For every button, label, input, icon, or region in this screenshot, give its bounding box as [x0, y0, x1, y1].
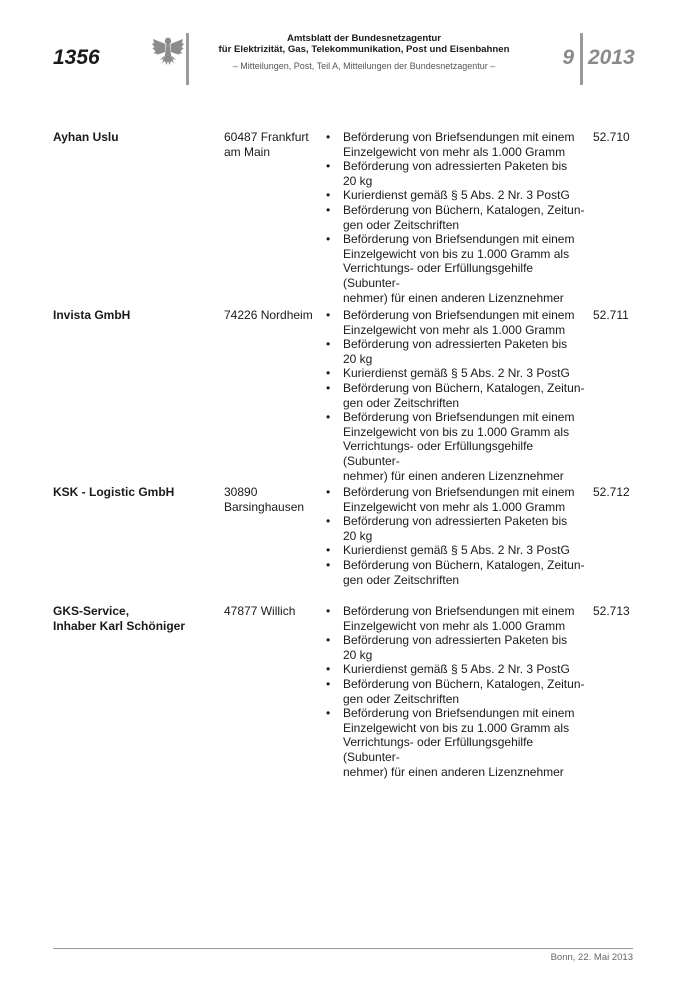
service-item: • Kurierdienst gemäß § 5 Abs. 2 Nr. 3 PostG [326, 188, 588, 203]
license-number: 52.713 [593, 604, 630, 618]
publication-title-block [196, 33, 532, 72]
service-item: • Beförderung von adressierten Paketen bis 20 kg [326, 633, 588, 662]
service-item: • Beförderung von Briefsendungen mit einem Einzelgewicht von bis zu 1.000 Gramm als Verrichtungs- oder Erfüllungsgehilfe (Subunter- nehmer) für einen anderen Lizenznehmer [326, 706, 588, 779]
service-item: • Beförderung von adressierten Paketen bis 20 kg [326, 159, 588, 188]
service-list [326, 604, 588, 779]
license-number: 52.710 [593, 130, 630, 144]
service-item: • Beförderung von Briefsendungen mit einem Einzelgewicht von mehr als 1.000 Gramm [326, 130, 588, 159]
license-number: 52.711 [593, 308, 629, 322]
licensee-location: 47877 Willich [224, 604, 296, 618]
license-number: 52.712 [593, 485, 630, 499]
service-item: • Beförderung von Büchern, Katalogen, Zeitun- gen oder Zeitschriften [326, 558, 588, 587]
publication-title-line1: Amtsblatt der Bundesnetzagentur [286, 33, 442, 44]
service-list [326, 485, 588, 587]
service-item: • Beförderung von Briefsendungen mit einem Einzelgewicht von mehr als 1.000 Gramm [326, 604, 588, 633]
licensee-name: GKS-Service, Inhaber Karl Schöniger [53, 604, 186, 633]
service-item: • Beförderung von Büchern, Katalogen, Zeitun- gen oder Zeitschriften [326, 203, 588, 232]
licensee-name: KSK - Logistic GmbH [53, 485, 175, 499]
footer-divider [53, 948, 633, 949]
service-list [326, 130, 588, 305]
service-item: • Beförderung von Büchern, Katalogen, Zeitun- gen oder Zeitschriften [326, 677, 588, 706]
licensee-name: Ayhan Uslu [53, 130, 119, 144]
licensee-location: 30890 Barsinghausen [224, 485, 305, 514]
issue-number: 9 [562, 46, 574, 69]
licensee-location: 60487 Frankfurt am Main [224, 130, 309, 159]
service-item: • Kurierdienst gemäß § 5 Abs. 2 Nr. 3 PostG [326, 543, 588, 558]
licensee-name: Invista GmbH [53, 308, 131, 322]
issue-year: 2013 [588, 46, 635, 69]
service-item: • Beförderung von Briefsendungen mit einem Einzelgewicht von bis zu 1.000 Gramm als Verrichtungs- oder Erfüllungsgehilfe (Subunter- nehmer) für einen anderen Lizenznehmer [326, 232, 588, 305]
publication-title-line2: für Elektrizität, Gas, Telekommunikation, Post und Eisenbahnen [218, 44, 510, 55]
service-item: • Beförderung von adressierten Paketen bis 20 kg [326, 514, 588, 543]
header-divider [186, 33, 189, 85]
publication-date: Bonn, 22. Mai 2013 [550, 952, 633, 963]
service-item: • Beförderung von adressierten Paketen bis 20 kg [326, 337, 588, 366]
service-item: • Kurierdienst gemäß § 5 Abs. 2 Nr. 3 PostG [326, 662, 588, 677]
service-list [326, 308, 588, 483]
service-item: • Beförderung von Briefsendungen mit einem Einzelgewicht von mehr als 1.000 Gramm [326, 308, 588, 337]
service-item: • Beförderung von Briefsendungen mit einem Einzelgewicht von mehr als 1.000 Gramm [326, 485, 588, 514]
publication-subtitle: – Mitteilungen, Post, Teil A, Mitteilungen der Bundesnetzagentur – [232, 61, 496, 71]
page-number: 1356 [53, 46, 100, 69]
service-item: • Beförderung von Büchern, Katalogen, Zeitun- gen oder Zeitschriften [326, 381, 588, 410]
service-item: • Beförderung von Briefsendungen mit einem Einzelgewicht von bis zu 1.000 Gramm als Verrichtungs- oder Erfüllungsgehilfe (Subunter- nehmer) für einen anderen Lizenznehmer [326, 410, 588, 483]
service-item: • Kurierdienst gemäß § 5 Abs. 2 Nr. 3 PostG [326, 366, 588, 381]
federal-eagle-icon [151, 33, 185, 67]
issue-divider [580, 33, 583, 85]
licensee-location: 74226 Nordheim [224, 308, 313, 322]
